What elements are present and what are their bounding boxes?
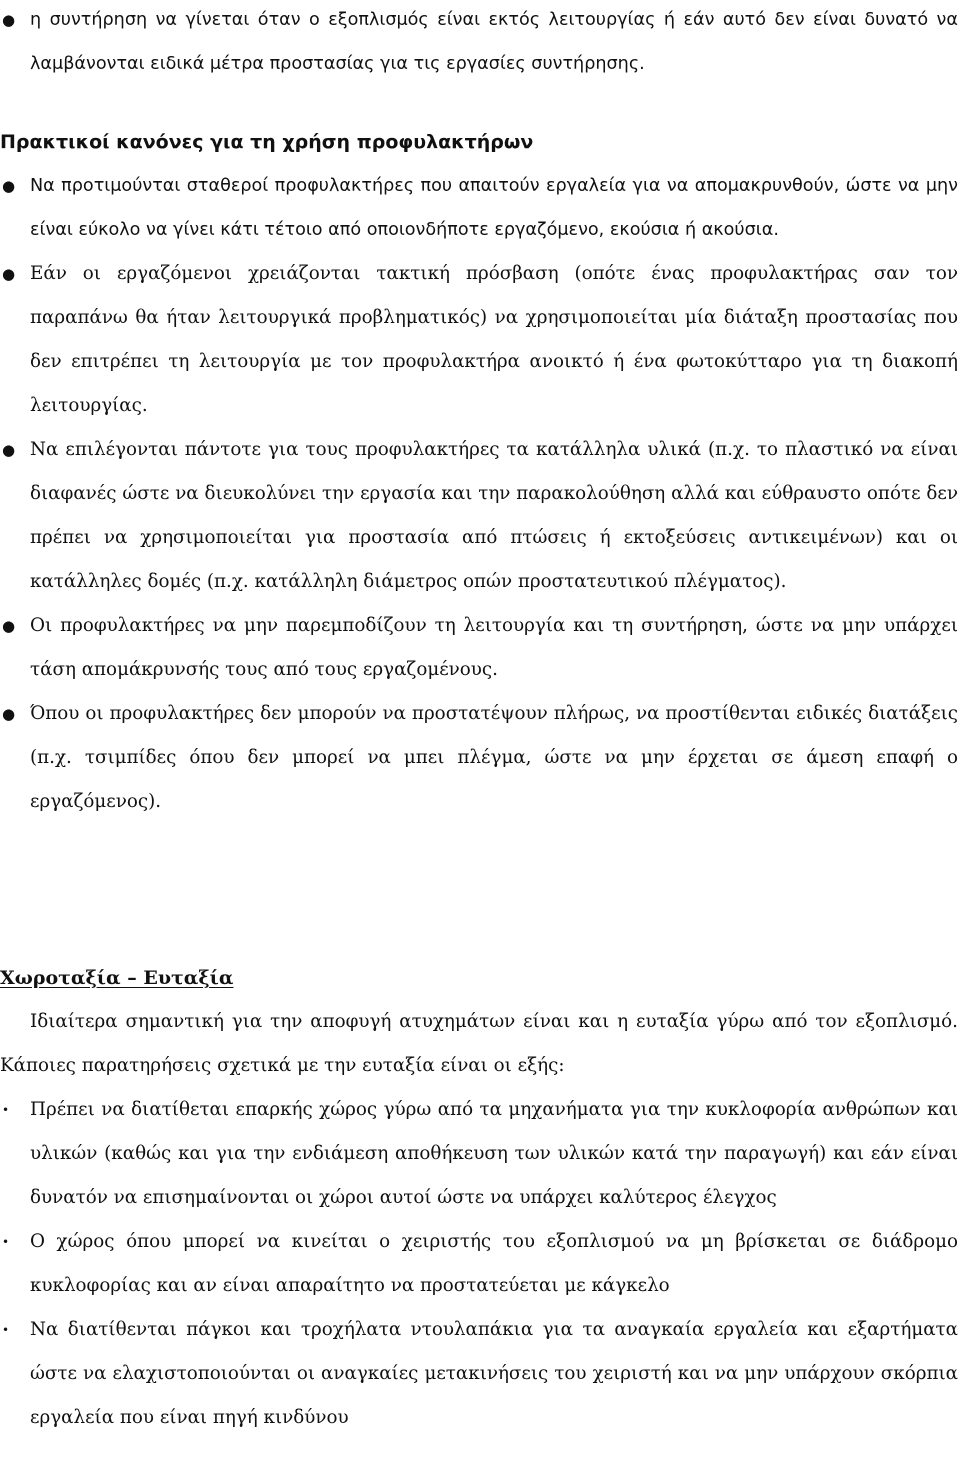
- list-item: [0, 0, 958, 86]
- section-1: [0, 120, 958, 164]
- list-item: [0, 1220, 958, 1308]
- list-item-text: Να διατίθενται πάγκοι και τροχήλατα ντουλαπάκια για τα αναγκαία εργαλεία και εξαρτήματα ώστε να ελαχιστοποιούνται οι αναγκαίες μετακινήσεις του χειριστή και να μην υπάρχουν σκόρπια εργαλεία που είναι πηγή κινδύνου: [30, 1319, 958, 1428]
- list-item: [0, 252, 958, 428]
- bullet-icon: •: [2, 1103, 10, 1117]
- bullet-icon: •: [2, 1323, 10, 1337]
- bullet-icon: ●: [2, 177, 16, 195]
- list-item-text: Εάν οι εργαζόμενοι χρειάζονται τακτική πρόσβαση (οπότε ένας προφυλακτήρας σαν τον παραπάνω θα ήταν λειτουργικά προβληματικός) να χρησιμοποιείται μία διάταξη προστασίας που δεν επιτρέπει τη λειτουργία με τον προφυλακτήρα ανοικτό ή ένα φωτοκύτταρο για τη διακοπή λειτουργίας.: [30, 263, 958, 416]
- section-heading: [0, 956, 958, 1000]
- list-item: [0, 1088, 958, 1220]
- list-item: [0, 164, 958, 252]
- bullet-icon: •: [2, 1235, 10, 1249]
- section-intro: Ιδιαίτερα σημαντική για την αποφυγή ατυχημάτων είναι και η ευταξία γύρω από τον εξοπλισμό. Κάποιες παρατηρήσεις σχετικά με την ευταξία είναι οι εξής:: [0, 1011, 958, 1076]
- list-item: [0, 692, 958, 824]
- list-item-text: Πρέπει να διατίθεται επαρκής χώρος γύρω από τα μηχανήματα για την κυκλοφορία ανθρώπων και υλικών (καθώς και για την ενδιάμεση αποθήκευση των υλικών κατά την παραγωγή) και εάν είναι δυνατόν να επισημαίνονται οι χώροι αυτοί ώστε να υπάρχει καλύτερος έλεγχος: [30, 1099, 958, 1208]
- list-item-text: Όπου οι προφυλακτήρες δεν μπορούν να προστατέψουν πλήρως, να προστίθενται ειδικές διατάξεις (π.χ. τσιμπίδες όπου δεν μπορεί να μπει πλέγμα, ώστε να μην έρχεται σε άμεση επαφή ο εργαζόμενος).: [30, 703, 958, 812]
- bullet-icon: ●: [2, 441, 16, 459]
- list-item: [0, 428, 958, 604]
- section-heading: Πρακτικοί κανόνες για τη χρήση προφυλακτήρων: [0, 131, 534, 153]
- list-item-text: Οι προφυλακτήρες να μην παρεμποδίζουν τη λειτουργία και τη συντήρηση, ώστε να μην υπάρχει τάση απομάκρυνσής τους από τους εργαζομένους.: [30, 615, 958, 680]
- section-heading-text: Χωροταξία – Ευταξία: [0, 967, 234, 989]
- bullet-icon: ●: [2, 705, 16, 723]
- block-1: [0, 0, 958, 86]
- list-item-text: Να επιλέγονται πάντοτε για τους προφυλακτήρες τα κατάλληλα υλικά (π.χ. το πλαστικό να είναι διαφανές ώστε να διευκολύνει την εργασία και την παρακολούθηση αλλά και εύθραυστο οπότε δεν πρέπει να χρησιμοποιείται για προστασία από πτώσεις ή εκτοξεύσεις αντικειμένων) και οι κατάλληλες δομές (π.χ. κατάλληλη διάμετρος οπών προστατευτικού πλέγματος).: [30, 439, 958, 592]
- section-1-list: [0, 164, 958, 824]
- list-item-text: Ο χώρος όπου μπορεί να κινείται ο χειριστής του εξοπλισμού να μη βρίσκεται σε διάδρομο κυκλοφορίας και αν είναι απαραίτητο να προστατεύεται με κάγκελο: [30, 1231, 958, 1296]
- bullet-icon: ●: [2, 11, 16, 29]
- section-2: [0, 956, 958, 1440]
- list-item: [0, 604, 958, 692]
- bullet-icon: ●: [2, 617, 16, 635]
- list-item-text: Να προτιμούνται σταθεροί προφυλακτήρες που απαιτούν εργαλεία για να απομακρυνθούν, ώστε να μην είναι εύκολο να γίνει κάτι τέτοιο από οποιονδήποτε εργαζόμενο, εκούσια ή ακούσια.: [30, 176, 958, 240]
- list-item-text: η συντήρηση να γίνεται όταν ο εξοπλισμός είναι εκτός λειτουργίας ή εάν αυτό δεν είναι δυνατό να λαμβάνονται ειδικά μέτρα προστασίας για τις εργασίες συντήρησης.: [30, 10, 958, 74]
- list-item: [0, 1308, 958, 1440]
- bullet-icon: ●: [2, 265, 16, 283]
